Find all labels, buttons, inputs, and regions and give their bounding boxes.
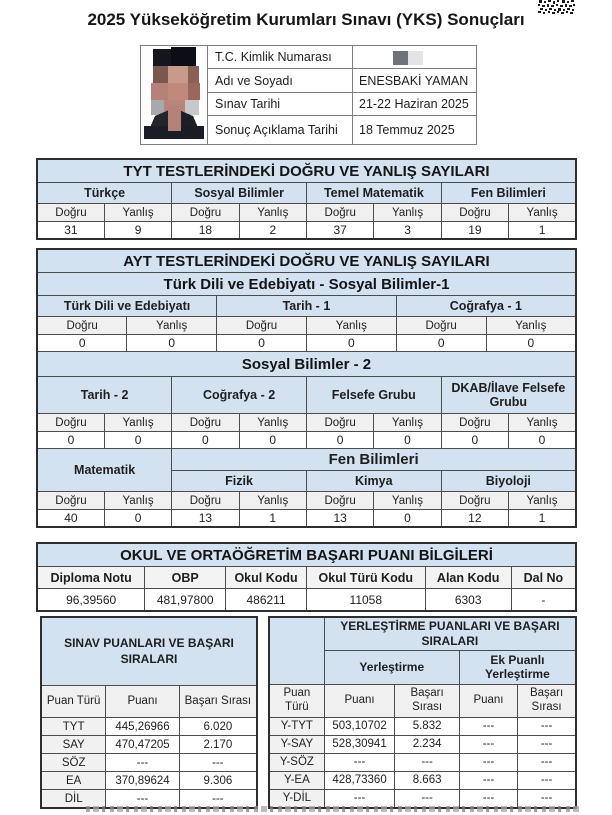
score-type: Y-SAY bbox=[269, 735, 324, 753]
placement-title: YERLEŞTİRME PUANLARI VE BAŞARI SIRALARI bbox=[324, 617, 576, 651]
exam-scores-table bbox=[40, 616, 258, 809]
diploma-notu-value: 96,39560 bbox=[37, 589, 145, 612]
ayt-section2-title-row bbox=[37, 352, 576, 377]
correct-value: 12 bbox=[441, 510, 508, 528]
yanlis-label: Yanlış bbox=[239, 204, 306, 222]
school-header-row bbox=[37, 567, 576, 589]
score-value: 370,89624 bbox=[106, 772, 179, 790]
score-value: 528,30941 bbox=[324, 735, 395, 753]
correct-value: 31 bbox=[37, 222, 104, 240]
okul-kodu-header: Okul Kodu bbox=[226, 567, 307, 589]
placement-row-ysoz bbox=[269, 753, 576, 771]
ayt-section2-dy-row bbox=[37, 414, 576, 432]
ek-rank-value: --- bbox=[518, 753, 576, 771]
score-value: 428,73360 bbox=[324, 771, 395, 789]
score-type: Y-SÖZ bbox=[269, 753, 324, 771]
dogru-label: Doğru bbox=[172, 414, 239, 432]
tyt-results-table bbox=[36, 158, 577, 240]
dogru-label: Doğru bbox=[217, 317, 307, 335]
yanlis-label: Yanlış bbox=[374, 414, 441, 432]
placement-scores-table bbox=[268, 616, 577, 809]
correct-value: 0 bbox=[306, 432, 373, 449]
correct-value: 0 bbox=[37, 432, 104, 449]
ayt-section1-title-row bbox=[37, 273, 576, 296]
score-value: 503,10702 bbox=[324, 717, 395, 735]
basari-sirasi-header: Başarı Sırası bbox=[179, 686, 257, 718]
yanlis-label: Yanlış bbox=[509, 414, 576, 432]
score-type: Y-EA bbox=[269, 771, 324, 789]
placement-header-row bbox=[269, 685, 576, 717]
wrong-value: 0 bbox=[239, 432, 306, 449]
ek-score-value: --- bbox=[459, 771, 517, 789]
dogru-label: Doğru bbox=[306, 414, 373, 432]
dogru-label: Doğru bbox=[441, 414, 508, 432]
wrong-value: 0 bbox=[104, 432, 171, 449]
identity-row bbox=[141, 46, 477, 69]
rank-value: 5.832 bbox=[395, 717, 459, 735]
okul-turu-kodu-value: 11058 bbox=[306, 589, 425, 612]
dogru-label: Doğru bbox=[37, 414, 104, 432]
school-score-table bbox=[36, 542, 577, 612]
correct-value: 40 bbox=[37, 510, 104, 528]
wrong-value: 2 bbox=[239, 222, 306, 240]
name-value: ENESBAKİ YAMAN bbox=[353, 69, 477, 92]
score-row-soz bbox=[41, 754, 257, 772]
basari-sirasi-header: Başarı Sırası bbox=[395, 685, 459, 717]
puani-header: Puanı bbox=[106, 686, 179, 718]
score-value: --- bbox=[106, 754, 179, 772]
basari-sirasi-header: Başarı Sırası bbox=[518, 685, 576, 717]
dogru-label: Doğru bbox=[37, 204, 104, 222]
yanlis-label: Yanlış bbox=[127, 317, 217, 335]
alan-kodu-header: Alan Kodu bbox=[425, 567, 511, 589]
dogru-label: Doğru bbox=[172, 204, 239, 222]
score-type: EA bbox=[41, 772, 106, 790]
ayt-fen-title: Fen Bilimleri bbox=[172, 449, 576, 471]
wrong-value: 0 bbox=[104, 510, 171, 528]
score-type: TYT bbox=[41, 718, 106, 736]
exam-date-label: Sınav Tarihi bbox=[208, 92, 353, 115]
placement-row-yea bbox=[269, 771, 576, 789]
dal-no-value: - bbox=[511, 589, 576, 612]
wrong-value: 1 bbox=[509, 222, 576, 240]
rank-value: --- bbox=[395, 753, 459, 771]
subject-sosyal: Sosyal Bilimler bbox=[172, 183, 307, 204]
alan-kodu-value: 6303 bbox=[425, 589, 511, 612]
name-label: Adı ve Soyadı bbox=[208, 69, 353, 92]
yanlis-label: Yanlış bbox=[509, 492, 576, 510]
tyt-title-row bbox=[37, 159, 576, 183]
correct-value: 0 bbox=[37, 335, 127, 352]
wrong-value: 0 bbox=[374, 510, 441, 528]
ayt-section3-dy-row bbox=[37, 492, 576, 510]
ayt-title: AYT TESTLERİNDEKİ DOĞRU VE YANLIŞ SAYILARI bbox=[37, 249, 576, 273]
dogru-label: Doğru bbox=[37, 317, 127, 335]
score-type: DİL bbox=[41, 790, 106, 809]
rank-value: --- bbox=[179, 754, 257, 772]
ayt-section1-title: Türk Dili ve Edebiyatı - Sosyal Bilimler-1 bbox=[37, 273, 576, 296]
score-value: 470,47205 bbox=[106, 736, 179, 754]
score-tables-section bbox=[40, 616, 612, 809]
wrong-value: 0 bbox=[306, 335, 396, 352]
exam-scores-title-row bbox=[41, 617, 257, 686]
okul-kodu-value: 486211 bbox=[226, 589, 307, 612]
wrong-value: 3 bbox=[374, 222, 441, 240]
puani-header: Puanı bbox=[324, 685, 395, 717]
ayt-section3-title-row bbox=[37, 449, 576, 471]
puan-turu-header: Puan Türü bbox=[269, 685, 324, 717]
correct-value: 0 bbox=[396, 335, 486, 352]
wrong-value: 0 bbox=[509, 432, 576, 449]
subject-cografya2: Coğrafya - 2 bbox=[172, 377, 307, 414]
exam-scores-header-row bbox=[41, 686, 257, 718]
cropped-footer-text bbox=[86, 806, 580, 812]
wrong-value: 0 bbox=[127, 335, 217, 352]
dogru-label: Doğru bbox=[37, 492, 104, 510]
wrong-value: 1 bbox=[239, 510, 306, 528]
ek-rank-value: --- bbox=[518, 717, 576, 735]
yanlis-label: Yanlış bbox=[509, 204, 576, 222]
result-date-label: Sonuç Açıklama Tarihi bbox=[208, 116, 353, 145]
score-row-ea bbox=[41, 772, 257, 790]
ayt-section1-subject-row bbox=[37, 296, 576, 317]
rank-value: --- bbox=[179, 790, 257, 809]
applicant-photo bbox=[141, 46, 208, 145]
yanlis-label: Yanlış bbox=[104, 414, 171, 432]
correct-value: 13 bbox=[172, 510, 239, 528]
ek-rank-value: --- bbox=[518, 771, 576, 789]
yanlis-label: Yanlış bbox=[306, 317, 396, 335]
group-ek-puanli: Ek Puanlı Yerleştirme bbox=[459, 651, 576, 685]
group-yerlestirme: Yerleştirme bbox=[324, 651, 459, 685]
ek-rank-value: --- bbox=[518, 789, 576, 808]
ek-score-value: --- bbox=[459, 735, 517, 753]
id-number-label: T.C. Kimlik Numarası bbox=[208, 46, 353, 69]
rank-value: 2.170 bbox=[179, 736, 257, 754]
dogru-label: Doğru bbox=[307, 204, 374, 222]
diploma-notu-header: Diploma Notu bbox=[37, 567, 145, 589]
score-value: --- bbox=[106, 790, 179, 809]
subject-fizik: Fizik bbox=[172, 471, 307, 492]
subject-dkab: DKAB/İlave Felsefe Grubu bbox=[441, 377, 576, 414]
tyt-dy-label-row bbox=[37, 204, 576, 222]
yanlis-label: Yanlış bbox=[374, 204, 441, 222]
obp-value: 481,97800 bbox=[145, 589, 226, 612]
placement-row-ysay bbox=[269, 735, 576, 753]
result-date-value: 18 Temmuz 2025 bbox=[353, 116, 477, 145]
dogru-label: Doğru bbox=[306, 492, 373, 510]
dogru-label: Doğru bbox=[441, 492, 508, 510]
subject-kimya: Kimya bbox=[306, 471, 441, 492]
redaction-block-dark bbox=[393, 51, 408, 65]
correct-value: 0 bbox=[172, 432, 239, 449]
wrong-value: 0 bbox=[374, 432, 441, 449]
score-value: --- bbox=[324, 789, 395, 808]
subject-turk-dili: Türk Dili ve Edebiyatı bbox=[37, 296, 217, 317]
ek-score-value: --- bbox=[459, 789, 517, 808]
qr-code-icon bbox=[538, 0, 575, 14]
subject-matematik-ayt: Matematik bbox=[37, 449, 172, 492]
subject-turkce: Türkçe bbox=[37, 183, 172, 204]
correct-value: 13 bbox=[306, 510, 373, 528]
redaction-block-light bbox=[408, 51, 423, 65]
placement-title-row bbox=[269, 617, 576, 651]
ek-score-value: --- bbox=[459, 753, 517, 771]
tyt-subject-row bbox=[37, 183, 576, 204]
correct-value: 19 bbox=[441, 222, 508, 240]
wrong-value: 9 bbox=[104, 222, 171, 240]
ek-rank-value: --- bbox=[518, 735, 576, 753]
rank-value: 6.020 bbox=[179, 718, 257, 736]
dogru-label: Doğru bbox=[396, 317, 486, 335]
okul-turu-kodu-header: Okul Türü Kodu bbox=[306, 567, 425, 589]
subject-fen: Fen Bilimleri bbox=[441, 183, 576, 204]
ayt-section3-values-row bbox=[37, 510, 576, 528]
puani-header: Puanı bbox=[459, 685, 517, 717]
placement-row-ytyt bbox=[269, 717, 576, 735]
ayt-section1-dy-row bbox=[37, 317, 576, 335]
yanlis-label: Yanlış bbox=[104, 204, 171, 222]
yanlis-label: Yanlış bbox=[486, 317, 576, 335]
rank-value: 2.234 bbox=[395, 735, 459, 753]
subject-matematik: Temel Matematik bbox=[307, 183, 442, 204]
yanlis-label: Yanlış bbox=[104, 492, 171, 510]
ayt-title-row bbox=[37, 249, 576, 273]
ayt-section2-title: Sosyal Bilimler - 2 bbox=[37, 352, 576, 377]
score-value: --- bbox=[324, 753, 395, 771]
subject-cografya1: Coğrafya - 1 bbox=[396, 296, 576, 317]
subject-tarih1: Tarih - 1 bbox=[217, 296, 397, 317]
dogru-label: Doğru bbox=[172, 492, 239, 510]
score-type: SÖZ bbox=[41, 754, 106, 772]
puan-turu-header: Puan Türü bbox=[41, 686, 106, 718]
subject-biyoloji: Biyoloji bbox=[441, 471, 576, 492]
ayt-section2-values-row bbox=[37, 432, 576, 449]
yanlis-label: Yanlış bbox=[374, 492, 441, 510]
ayt-section1-values-row bbox=[37, 335, 576, 352]
ayt-section2-subject-row bbox=[37, 377, 576, 414]
subject-tarih2: Tarih - 2 bbox=[37, 377, 172, 414]
subject-felsefe: Felsefe Grubu bbox=[306, 377, 441, 414]
correct-value: 0 bbox=[441, 432, 508, 449]
identity-card bbox=[140, 45, 477, 145]
school-values-row bbox=[37, 589, 576, 612]
rank-value: --- bbox=[395, 789, 459, 808]
school-title-row bbox=[37, 543, 576, 567]
school-title: OKUL VE ORTAÖĞRETİM BAŞARI PUANI BİLGİLERİ bbox=[37, 543, 576, 567]
correct-value: 18 bbox=[172, 222, 239, 240]
applicant-photo-pixelated bbox=[141, 46, 207, 141]
yanlis-label: Yanlış bbox=[239, 414, 306, 432]
ek-score-value: --- bbox=[459, 717, 517, 735]
page-title: 2025 Yükseköğretim Kurumları Sınavı (YKS) Sonuçları bbox=[87, 10, 525, 29]
correct-value: 0 bbox=[217, 335, 307, 352]
rank-value: 8.663 bbox=[395, 771, 459, 789]
tyt-values-row bbox=[37, 222, 576, 240]
yanlis-label: Yanlış bbox=[239, 492, 306, 510]
score-type: Y-TYT bbox=[269, 717, 324, 735]
id-number-value-redacted bbox=[353, 46, 477, 69]
score-type: Y-DİL bbox=[269, 789, 324, 808]
score-type: SAY bbox=[41, 736, 106, 754]
score-value: 445,26966 bbox=[106, 718, 179, 736]
score-row-tyt bbox=[41, 718, 257, 736]
placement-corner-cell bbox=[269, 617, 324, 685]
correct-value: 37 bbox=[307, 222, 374, 240]
exam-date-value: 21-22 Haziran 2025 bbox=[353, 92, 477, 115]
wrong-value: 0 bbox=[486, 335, 576, 352]
wrong-value: 1 bbox=[509, 510, 576, 528]
rank-value: 9.306 bbox=[179, 772, 257, 790]
obp-header: OBP bbox=[145, 567, 226, 589]
exam-scores-title: SINAV PUANLARI VE BAŞARI SIRALARI bbox=[41, 617, 257, 686]
dogru-label: Doğru bbox=[441, 204, 508, 222]
ayt-results-table bbox=[36, 248, 577, 528]
tyt-title: TYT TESTLERİNDEKİ DOĞRU VE YANLIŞ SAYILARI bbox=[37, 159, 576, 183]
score-row-say bbox=[41, 736, 257, 754]
dal-no-header: Dal No bbox=[511, 567, 576, 589]
